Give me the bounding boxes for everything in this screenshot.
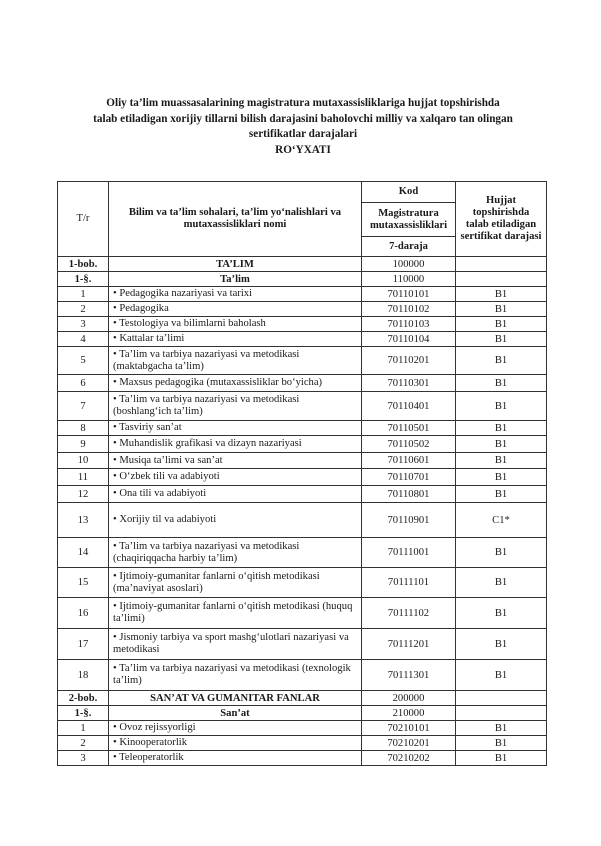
table-row bbox=[58, 598, 547, 629]
row-number: 1 bbox=[58, 287, 109, 302]
title-line-2: talab etiladigan xorijiy tillarni bilish darajasini baholovchi milliy va xalqaro tan olingan bbox=[93, 112, 513, 125]
row-certificate-level: B1 bbox=[456, 317, 547, 332]
header-number: T/r bbox=[58, 182, 109, 257]
row-code: 70111102 bbox=[362, 598, 456, 629]
table-row bbox=[58, 436, 547, 453]
row-number: 1-§. bbox=[58, 706, 109, 721]
row-code: 70111301 bbox=[362, 660, 456, 691]
row-name: San’at bbox=[109, 706, 362, 721]
row-number: 16 bbox=[58, 598, 109, 629]
row-name: • Kinooperatorlik bbox=[109, 736, 362, 751]
table-row bbox=[58, 736, 547, 751]
row-code: 70110901 bbox=[362, 503, 456, 538]
row-name: • Musiqa ta’limi va san’at bbox=[109, 453, 362, 469]
row-name: SAN’AT VA GUMANITAR FANLAR bbox=[109, 691, 362, 706]
row-code: 70110601 bbox=[362, 453, 456, 469]
row-certificate-level bbox=[456, 691, 547, 706]
table-row bbox=[58, 375, 547, 392]
row-number: 12 bbox=[58, 486, 109, 503]
title-line-1: Oliy ta’lim muassasalarining magistratura mutaxassisliklariga hujjat topshirishda bbox=[106, 97, 500, 109]
table-row bbox=[58, 317, 547, 332]
row-name: TA’LIM bbox=[109, 257, 362, 272]
table-row bbox=[58, 302, 547, 317]
row-certificate-level: B1 bbox=[456, 375, 547, 392]
certificate-levels-table bbox=[57, 181, 547, 766]
header-level: 7-daraja bbox=[362, 237, 456, 257]
table-row bbox=[58, 568, 547, 598]
row-certificate-level: B1 bbox=[456, 629, 547, 660]
row-number: 1-bob. bbox=[58, 257, 109, 272]
document-title bbox=[60, 96, 546, 158]
row-number: 2-bob. bbox=[58, 691, 109, 706]
row-code: 70111101 bbox=[362, 568, 456, 598]
chapter-row bbox=[58, 257, 547, 272]
row-name: • Jismoniy tarbiya va sport mashg‘ulotlari nazariyasi va metodikasi bbox=[109, 629, 362, 660]
chapter-row bbox=[58, 691, 547, 706]
table-row bbox=[58, 332, 547, 347]
row-number: 13 bbox=[58, 503, 109, 538]
row-name: • Ijtimoiy-gumanitar fanlarni o‘qitish metodikasi (ma’naviyat asoslari) bbox=[109, 568, 362, 598]
header-certificate-level: Hujjat topshirishda talab etiladigan sertifikat darajasi bbox=[456, 182, 547, 257]
row-certificate-level bbox=[456, 706, 547, 721]
row-number: 3 bbox=[58, 317, 109, 332]
section-row bbox=[58, 272, 547, 287]
row-certificate-level bbox=[456, 257, 547, 272]
row-certificate-level: B1 bbox=[456, 568, 547, 598]
table-row bbox=[58, 453, 547, 469]
row-certificate-level: B1 bbox=[456, 453, 547, 469]
row-code: 200000 bbox=[362, 691, 456, 706]
row-number: 9 bbox=[58, 436, 109, 453]
row-code: 70110401 bbox=[362, 392, 456, 421]
row-name: • Tasviriy san’at bbox=[109, 421, 362, 436]
row-code: 70110502 bbox=[362, 436, 456, 453]
row-certificate-level: B1 bbox=[456, 486, 547, 503]
row-name: • Ta’lim va tarbiya nazariyasi va metodikasi (boshlang‘ich ta’lim) bbox=[109, 392, 362, 421]
row-code: 210000 bbox=[362, 706, 456, 721]
row-certificate-level: B1 bbox=[456, 751, 547, 766]
table-header bbox=[58, 182, 547, 257]
row-code: 70210101 bbox=[362, 721, 456, 736]
row-number: 7 bbox=[58, 392, 109, 421]
row-number: 1-§. bbox=[58, 272, 109, 287]
row-number: 10 bbox=[58, 453, 109, 469]
row-name: • Ta’lim va tarbiya nazariyasi va metodikasi (texnologik ta’lim) bbox=[109, 660, 362, 691]
row-code: 70210201 bbox=[362, 736, 456, 751]
table-row bbox=[58, 629, 547, 660]
row-number: 5 bbox=[58, 347, 109, 375]
row-code: 100000 bbox=[362, 257, 456, 272]
row-number: 4 bbox=[58, 332, 109, 347]
row-certificate-level: B1 bbox=[456, 721, 547, 736]
row-number: 8 bbox=[58, 421, 109, 436]
table-row bbox=[58, 469, 547, 486]
row-certificate-level: B1 bbox=[456, 469, 547, 486]
row-code: 70110501 bbox=[362, 421, 456, 436]
row-code: 70110101 bbox=[362, 287, 456, 302]
table-row bbox=[58, 486, 547, 503]
row-name: • Xorijiy til va adabiyoti bbox=[109, 503, 362, 538]
row-name: • Teleoperatorlik bbox=[109, 751, 362, 766]
row-code: 70210202 bbox=[362, 751, 456, 766]
row-name: • Pedagogika bbox=[109, 302, 362, 317]
row-code: 70110801 bbox=[362, 486, 456, 503]
row-code: 70110104 bbox=[362, 332, 456, 347]
row-certificate-level: B1 bbox=[456, 302, 547, 317]
title-line-4: RO‘YXATI bbox=[275, 143, 331, 156]
row-certificate-level: B1 bbox=[456, 436, 547, 453]
row-name: • Muhandislik grafikasi va dizayn nazariyasi bbox=[109, 436, 362, 453]
row-number: 1 bbox=[58, 721, 109, 736]
row-number: 14 bbox=[58, 538, 109, 568]
row-certificate-level: C1* bbox=[456, 503, 547, 538]
row-name: • Kattalar ta’limi bbox=[109, 332, 362, 347]
row-name: Ta’lim bbox=[109, 272, 362, 287]
row-certificate-level: B1 bbox=[456, 347, 547, 375]
row-code: 70111001 bbox=[362, 538, 456, 568]
header-master-specialties: Magistratura mutaxassisliklari bbox=[362, 203, 456, 237]
row-certificate-level: B1 bbox=[456, 598, 547, 629]
row-number: 2 bbox=[58, 302, 109, 317]
table-row bbox=[58, 287, 547, 302]
row-number: 2 bbox=[58, 736, 109, 751]
title-line-3: sertifikatlar darajalari bbox=[248, 128, 358, 140]
row-certificate-level: B1 bbox=[456, 332, 547, 347]
row-name: • Ovoz rejissyorligi bbox=[109, 721, 362, 736]
table-row bbox=[58, 660, 547, 691]
header-code: Kod bbox=[362, 182, 456, 203]
table-row bbox=[58, 751, 547, 766]
header-name: Bilim va ta’lim sohalari, ta’lim yo‘nalishlari va mutaxassisliklari nomi bbox=[109, 182, 362, 257]
row-certificate-level: B1 bbox=[456, 287, 547, 302]
table-row bbox=[58, 421, 547, 436]
row-certificate-level: B1 bbox=[456, 660, 547, 691]
row-code: 70111201 bbox=[362, 629, 456, 660]
table-row bbox=[58, 347, 547, 375]
row-number: 17 bbox=[58, 629, 109, 660]
row-name: • Testologiya va bilimlarni baholash bbox=[109, 317, 362, 332]
row-code: 70110103 bbox=[362, 317, 456, 332]
table-row bbox=[58, 538, 547, 568]
row-code: 70110201 bbox=[362, 347, 456, 375]
row-name: • Ijtimoiy-gumanitar fanlarni o‘qitish metodikasi (huquq ta’limi) bbox=[109, 598, 362, 629]
row-code: 70110102 bbox=[362, 302, 456, 317]
row-number: 3 bbox=[58, 751, 109, 766]
row-name: • Ta’lim va tarbiya nazariyasi va metodikasi (maktabgacha ta’lim) bbox=[109, 347, 362, 375]
section-row bbox=[58, 706, 547, 721]
row-certificate-level: B1 bbox=[456, 538, 547, 568]
row-name: • O‘zbek tili va adabiyoti bbox=[109, 469, 362, 486]
row-certificate-level: B1 bbox=[456, 421, 547, 436]
row-name: • Pedagogika nazariyasi va tarixi bbox=[109, 287, 362, 302]
table-row bbox=[58, 503, 547, 538]
row-certificate-level bbox=[456, 272, 547, 287]
row-name: • Ona tili va adabiyoti bbox=[109, 486, 362, 503]
row-name: • Ta’lim va tarbiya nazariyasi va metodikasi (chaqiriqqacha harbiy ta’lim) bbox=[109, 538, 362, 568]
row-code: 110000 bbox=[362, 272, 456, 287]
row-certificate-level: B1 bbox=[456, 392, 547, 421]
row-number: 11 bbox=[58, 469, 109, 486]
row-code: 70110701 bbox=[362, 469, 456, 486]
table-row bbox=[58, 721, 547, 736]
row-number: 6 bbox=[58, 375, 109, 392]
row-number: 15 bbox=[58, 568, 109, 598]
row-number: 18 bbox=[58, 660, 109, 691]
row-name: • Maxsus pedagogika (mutaxassisliklar bo‘yicha) bbox=[109, 375, 362, 392]
table-body bbox=[58, 257, 547, 766]
table-row bbox=[58, 392, 547, 421]
row-certificate-level: B1 bbox=[456, 736, 547, 751]
row-code: 70110301 bbox=[362, 375, 456, 392]
